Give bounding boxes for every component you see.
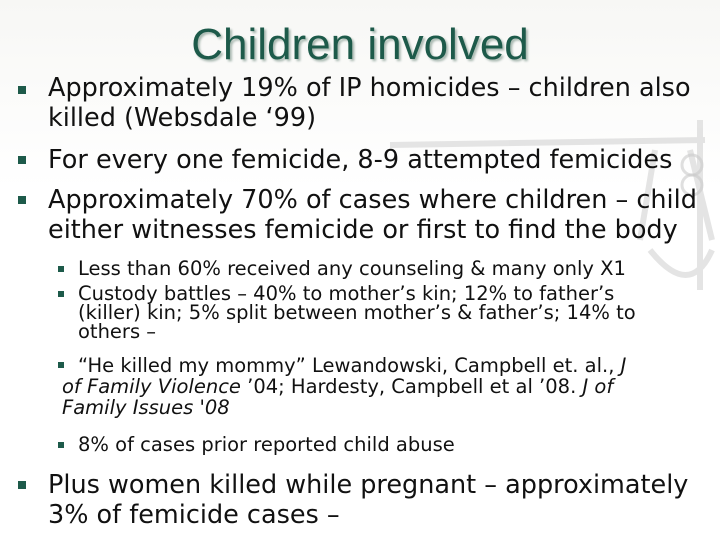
- bullet-text: Approximately 70% of cases where children – child: [48, 185, 697, 215]
- citation-journal: of Family Violence: [62, 375, 241, 398]
- bullet-marker: [18, 196, 26, 204]
- citation-text: “He killed my mommy” Lewandowski, Campbell et. al.,: [78, 354, 621, 377]
- subbullet-marker: [58, 266, 64, 272]
- subbullet-item: [78, 284, 708, 341]
- bullet-item: [48, 145, 708, 175]
- bullet-text: Approximately 19% of IP homicides – children also: [48, 73, 691, 103]
- bullet-marker: [18, 86, 26, 94]
- bullet-item: [48, 73, 708, 133]
- subbullet-item: [78, 259, 708, 278]
- subbullet-text: Custody battles – 40% to mother’s kin; 12% to father’s: [78, 282, 615, 305]
- subbullet-item: [62, 354, 708, 419]
- citation-journal: J of: [582, 375, 614, 398]
- slide-title: Children involved: [191, 20, 529, 69]
- bullet-marker: [18, 481, 26, 489]
- subbullet-text: (killer) kin; 5% split between mother’s & father’s; 14% to: [78, 301, 636, 324]
- bullet-text: For every one femicide, 8-9 attempted femicides: [48, 145, 673, 175]
- bullet-text: either witnesses femicide or first to find the body: [48, 215, 678, 245]
- bullet-text: Plus women killed while pregnant – approximately: [48, 470, 689, 500]
- citation-journal: J: [620, 354, 627, 377]
- subbullet-marker: [58, 442, 64, 448]
- subbullet-text: others –: [78, 320, 157, 343]
- citation-journal: Family Issues '08: [62, 396, 230, 419]
- citation-text: ’04; Hardesty, Campbell et al ’08.: [240, 375, 583, 398]
- bullet-text: 3% of femicide cases –: [48, 500, 340, 530]
- bullet-text: killed (Websdale ‘99): [48, 103, 317, 133]
- subbullet-marker: [58, 362, 64, 368]
- bullet-marker: [18, 156, 26, 164]
- subbullet-text: 8% of cases prior reported child abuse: [78, 433, 455, 456]
- bullet-item: [48, 185, 708, 245]
- subbullet-text: Less than 60% received any counseling & many only X1: [78, 257, 626, 280]
- subbullet-marker: [58, 291, 64, 297]
- bullet-item: [48, 470, 708, 530]
- subbullet-item: [78, 435, 708, 454]
